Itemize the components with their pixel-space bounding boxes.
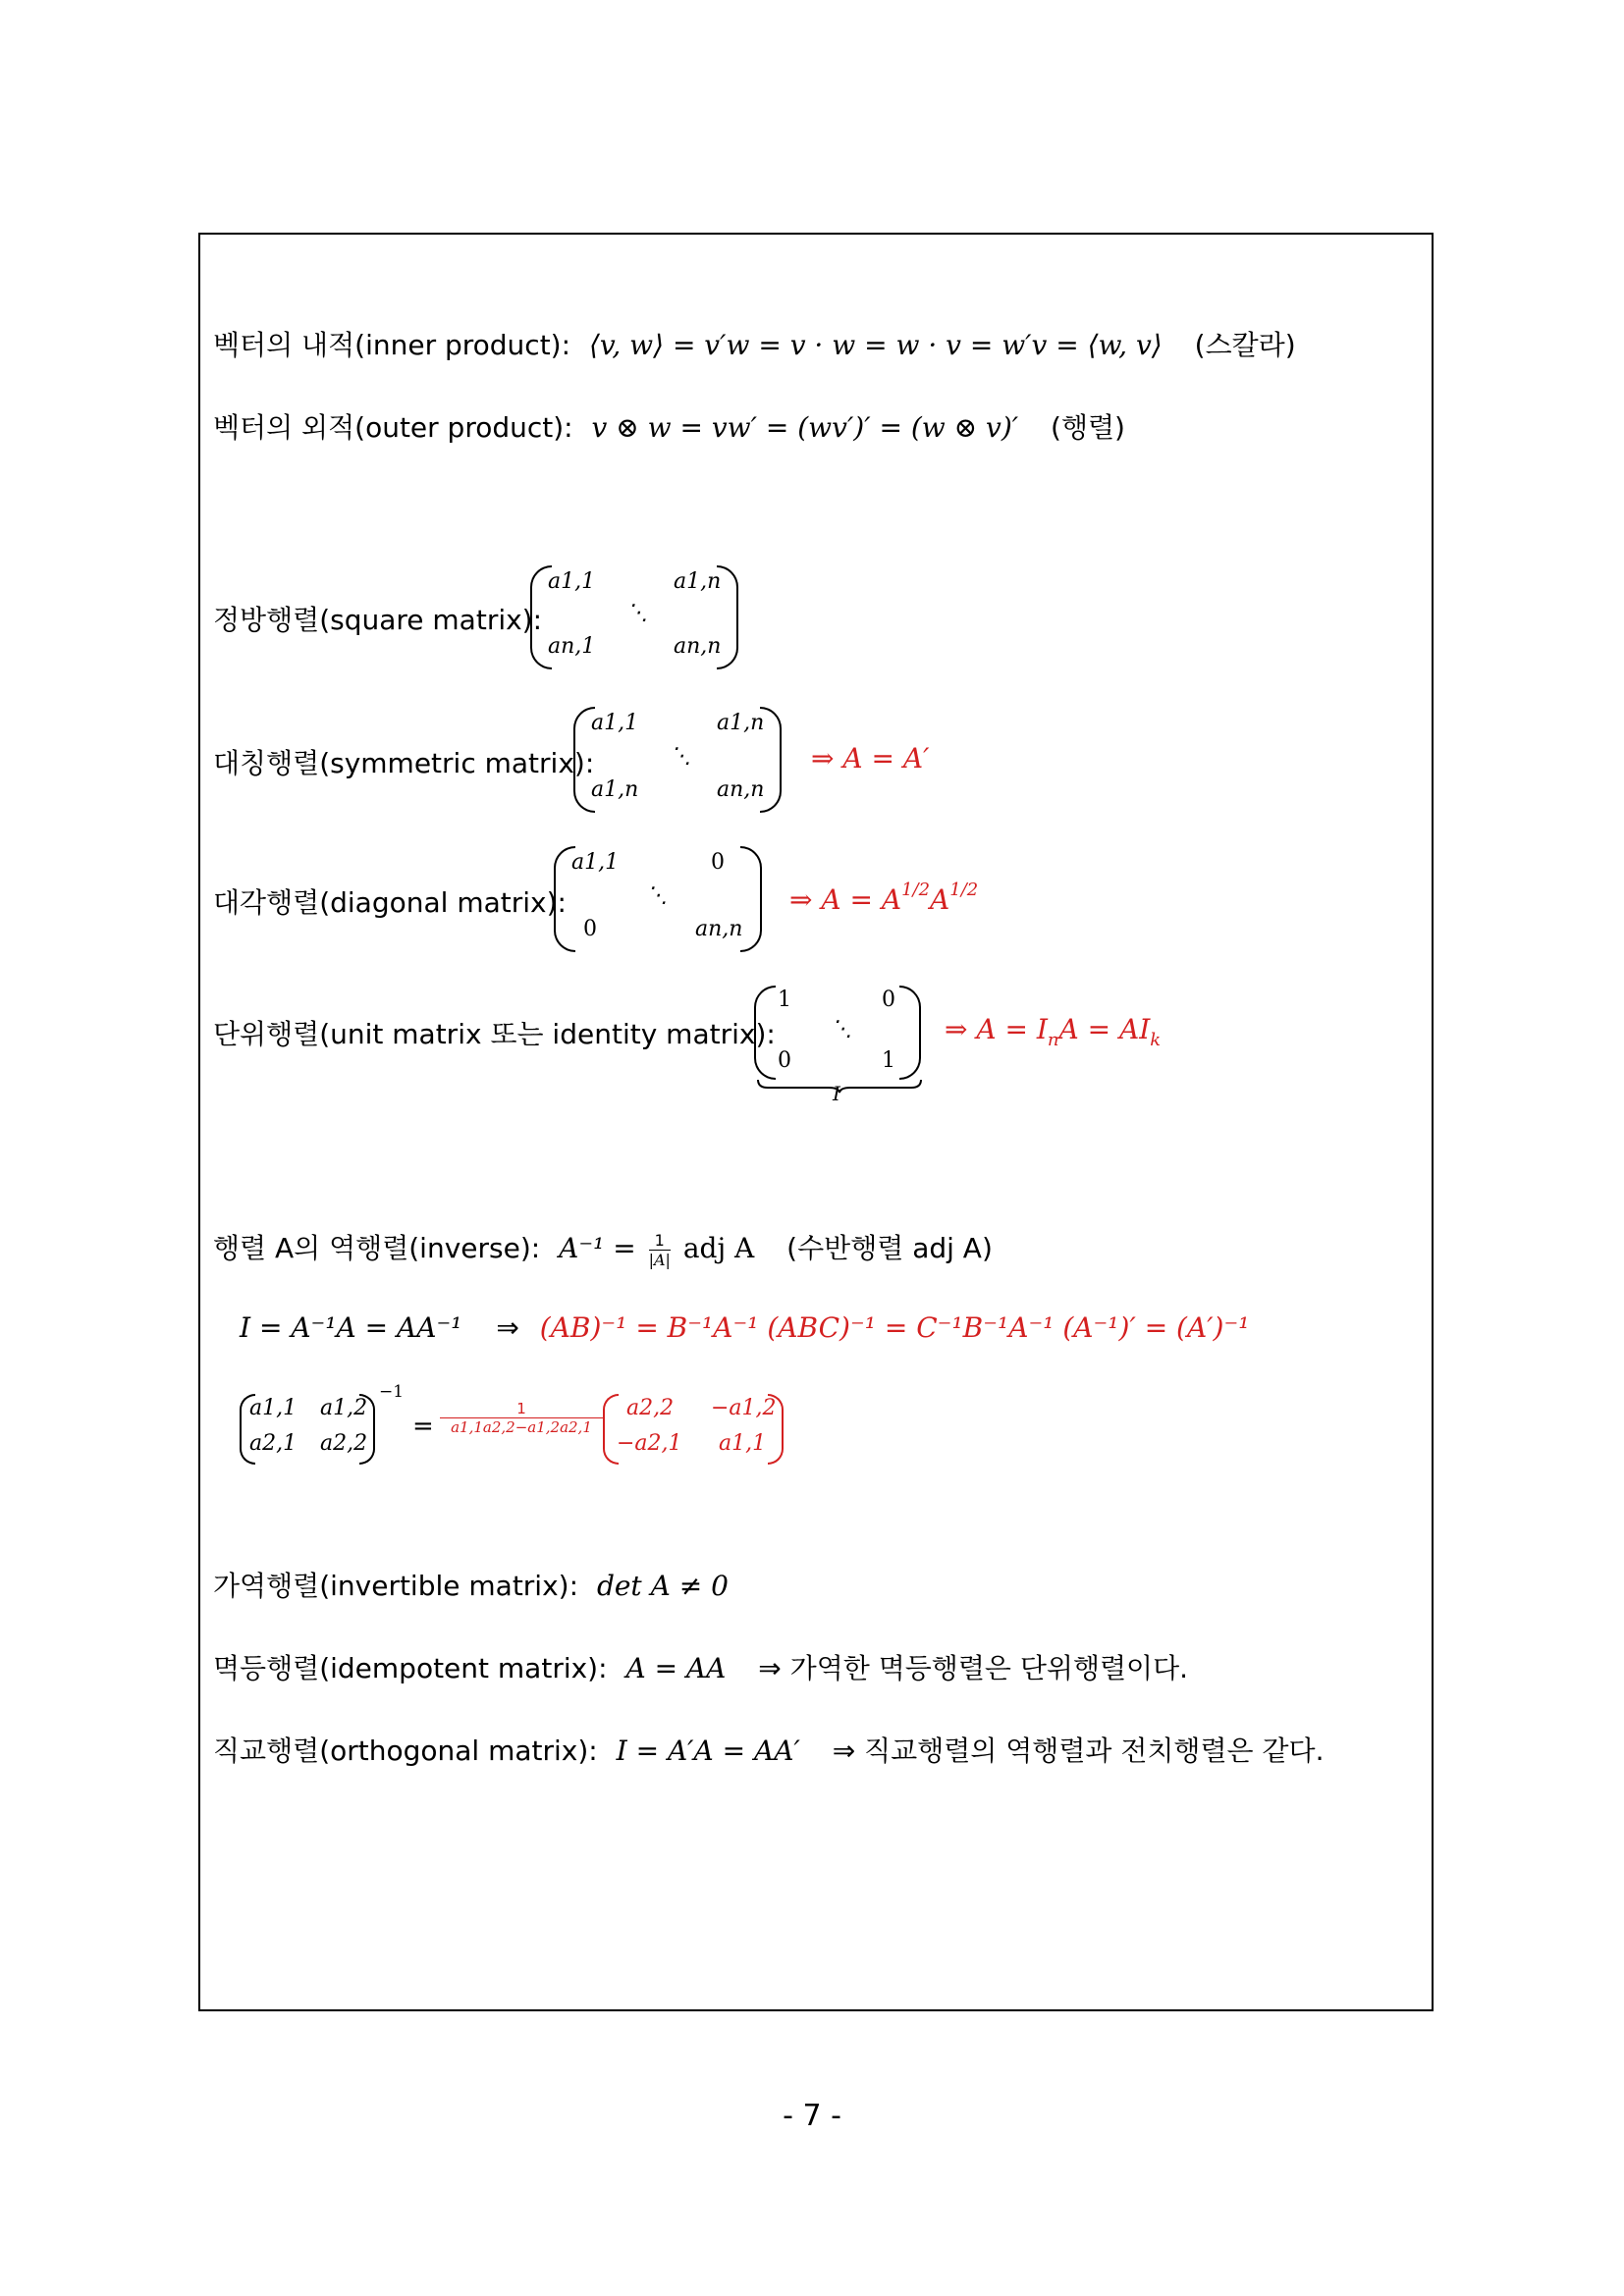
- matrix-cell: an,n: [717, 777, 765, 802]
- matrix-cell: 0: [778, 1048, 791, 1073]
- invertible-formula: det A ≠ 0: [596, 1570, 729, 1602]
- unit-matrix-label: 단위행렬(unit matrix 또는 identity matrix):: [213, 1018, 776, 1050]
- matrix-2x2: a1,1 a1,2 a2,1 a2,2: [240, 1394, 375, 1465]
- matrix-cell: a1,1: [571, 850, 620, 875]
- matrix-cell: 0: [882, 988, 895, 1012]
- page-number: - 7 -: [783, 2099, 841, 2133]
- matrix-cell: 1: [778, 988, 791, 1012]
- unit-matrix: [754, 986, 921, 1080]
- unit-result: ⇒ $A = I_nA = AI_k$: [945, 1013, 1162, 1050]
- diagonal-matrix: [554, 846, 762, 952]
- orthogonal-result: ⇒ 직교행렬의 역행렬과 전치행렬은 같다.: [832, 1735, 1325, 1767]
- idempotent-label: 멱등행렬(idempotent matrix):: [213, 1652, 608, 1684]
- matrix-dots: ⋱: [626, 601, 648, 625]
- matrix-cell: an,1: [548, 634, 596, 659]
- matrix-cell: a1,n: [717, 711, 765, 735]
- outer-product-line: [213, 406, 1125, 446]
- inner-product-label: 벡터의 내적(inner product):: [213, 329, 571, 361]
- inverse-line: [213, 1227, 993, 1269]
- matrix-dots: ⋱: [831, 1017, 852, 1041]
- matrix-cell: 0: [583, 917, 597, 941]
- matrix-dots: ⋱: [646, 883, 668, 908]
- matrix-cell: 0: [711, 850, 725, 875]
- inverse-lhs: A⁻¹ =: [559, 1232, 636, 1264]
- matrix-cell: 1: [882, 1048, 895, 1073]
- inverse-label: 행렬 A의 역행렬(inverse):: [213, 1232, 541, 1264]
- equals-sign: =: [412, 1412, 434, 1441]
- diagonal-matrix-label: 대각행렬(diagonal matrix):: [213, 886, 567, 919]
- determinant-fraction: 1 a1,1a2,2−a1,2a2,1: [440, 1400, 603, 1436]
- matrix-cell: a1,n: [591, 777, 639, 802]
- inner-product-formula: ⟨v, w⟩ = v′w = v · w = w · v = w′v = ⟨w, v⟩: [588, 329, 1163, 361]
- adjugate-matrix: a2,2 −a1,2 −a2,1 a1,1: [603, 1394, 784, 1465]
- symmetric-matrix: [573, 707, 782, 813]
- matrix-cell: an,n: [674, 634, 722, 659]
- inverse-rhs: adj A: [682, 1232, 755, 1264]
- orthogonal-label: 직교행렬(orthogonal matrix):: [213, 1735, 598, 1767]
- matrix-dots: ⋱: [670, 744, 691, 769]
- inverse-identities: I = A⁻¹A = AA⁻¹ ⇒ (AB)⁻¹ = B⁻¹A⁻¹ (ABC)⁻¹ = C⁻¹B⁻¹A⁻¹ (A⁻¹)′ = (A′)⁻¹: [240, 1311, 1250, 1344]
- square-matrix-label: 정방행렬(square matrix):: [213, 604, 543, 636]
- diagonal-result: ⇒ $A = A^{1/2}A^{1/2}$: [789, 880, 979, 916]
- half-exponent: 1/2: [901, 880, 931, 900]
- symmetric-matrix-label: 대칭행렬(symmetric matrix):: [213, 747, 595, 779]
- inverse-exponent: −1: [379, 1382, 405, 1402]
- half-exponent: 1/2: [949, 880, 979, 900]
- matrix-cell: a1,1: [591, 711, 639, 735]
- outer-product-formula: v ⊗ w = vw′ = (wv′)′ = (w ⊗ v)′: [591, 411, 1019, 444]
- invertible-line: [213, 1565, 729, 1604]
- invertible-label: 가역행렬(invertible matrix):: [213, 1570, 579, 1602]
- outer-product-note: (행렬): [1051, 411, 1125, 444]
- inner-product-note: (스칼라): [1194, 329, 1296, 361]
- square-matrix: [530, 565, 738, 669]
- matrix-cell: a1,n: [674, 569, 722, 594]
- inner-product-line: [213, 324, 1296, 363]
- idempotent-line: [213, 1647, 1188, 1686]
- idempotent-result: ⇒ 가역한 멱등행렬은 단위행렬이다.: [758, 1652, 1189, 1684]
- outer-product-label: 벡터의 외적(outer product):: [213, 411, 573, 444]
- orthogonal-line: [213, 1730, 1324, 1769]
- idempotent-formula: A = AA: [625, 1652, 727, 1684]
- matrix-cell: a1,1: [548, 569, 596, 594]
- symmetric-result: ⇒ A = A′: [811, 742, 930, 774]
- orthogonal-formula: I = A′A = AA′: [616, 1735, 800, 1767]
- inverse-note: (수반행렬 adj A): [786, 1232, 993, 1264]
- matrix-cell: an,n: [695, 917, 743, 941]
- inverse-fraction: $\frac{1}{|A|}$: [648, 1230, 671, 1269]
- underbrace-label: I: [833, 1082, 840, 1105]
